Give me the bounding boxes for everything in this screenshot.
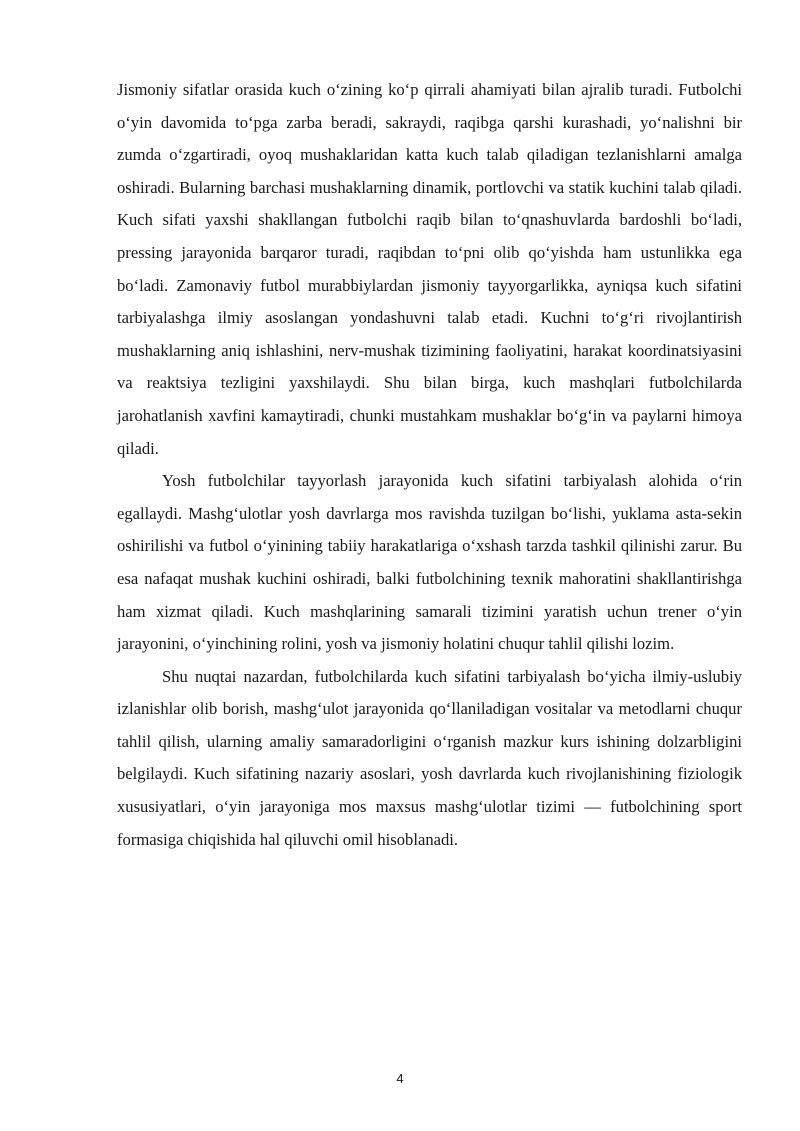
paragraph-youth-training: Yosh futbolchilar tayyorlash jarayonida kuch sifatini tarbiyalash alohida o‘rin egallaydi. Mashg‘ulotlar yosh davrlarga mos ravishda tuzilgan bo‘lishi, yuklama asta-sekin oshirilishi va futbol o‘yinining tabiiy harakatlariga o‘xshash tarzda tashkil qilinishi zarur. Bu esa nafaqat mushak kuchini oshiradi, balki futbolchining texnik mahoratini shakllantirishga ham xizmat qiladi. Kuch mashqlarining samarali tizimini yaratish uchun trener o‘yin jarayonini, o‘yinchining rolini, yosh va jismoniy holatini chuqur tahlil qilishi lozim. xyxy=(117,471,742,654)
page-number: 4 xyxy=(396,1071,404,1086)
page-body xyxy=(117,74,742,856)
paragraph-strength-importance: Jismoniy sifatlar orasida kuch o‘zining ko‘p qirrali ahamiyati bilan ajralib turadi. Futbolchi o‘yin davomida to‘pga zarba beradi, sakraydi, raqibga qarshi kurashadi, yo‘nalishni bir zumda o‘zgartiradi, oyoq mushaklaridan katta kuch talab qiladigan tezlanishlarni amalga oshiradi. Bularning barchasi mushaklarning dinamik, portlovchi va statik kuchini talab qiladi. Kuch sifati yaxshi shakllangan futbolchi raqib bilan to‘qnashuvlarda bardoshli bo‘ladi, pressing jarayonida barqaror turadi, raqibdan to‘pni olib qo‘yishda ham ustunlikka ega bo‘ladi. Zamonaviy futbol murabbiylardan jismoniy tayyorgarlikka, ayniqsa kuch sifatini tarbiyalashga ilmiy asoslangan yondashuvni talab etadi. Kuchni to‘g‘ri rivojlantirish mushaklarning aniq ishlashini, nerv-mushak tizimining faoliyatini, harakat koordinatsiyasini va reaktsiya tezligini yaxshilaydi. Shu bilan birga, kuch mashqlari futbolchilarda jarohatlanish xavfini kamaytiradi, chunki mustahkam mushaklar bo‘g‘in va paylarni himoya qiladi. xyxy=(117,80,742,458)
paragraph-research-relevance: Shu nuqtai nazardan, futbolchilarda kuch sifatini tarbiyalash bo‘yicha ilmiy-uslubiy izlanishlar olib borish, mashg‘ulot jarayonida qo‘llaniladigan vositalar va metodlarni chuqur tahlil qilish, ularning amaliy samaradorligini o‘rganish mazkur kurs ishining dolzarbligini belgilaydi. Kuch sifatining nazariy asoslari, yosh davrlarda kuch rivojlanishining fiziologik xususiyatlari, o‘yin jarayoniga mos maxsus mashg‘ulotlar tizimi — futbolchining sport formasiga chiqishida hal qiluvchi omil hisoblanadi. xyxy=(117,666,742,849)
